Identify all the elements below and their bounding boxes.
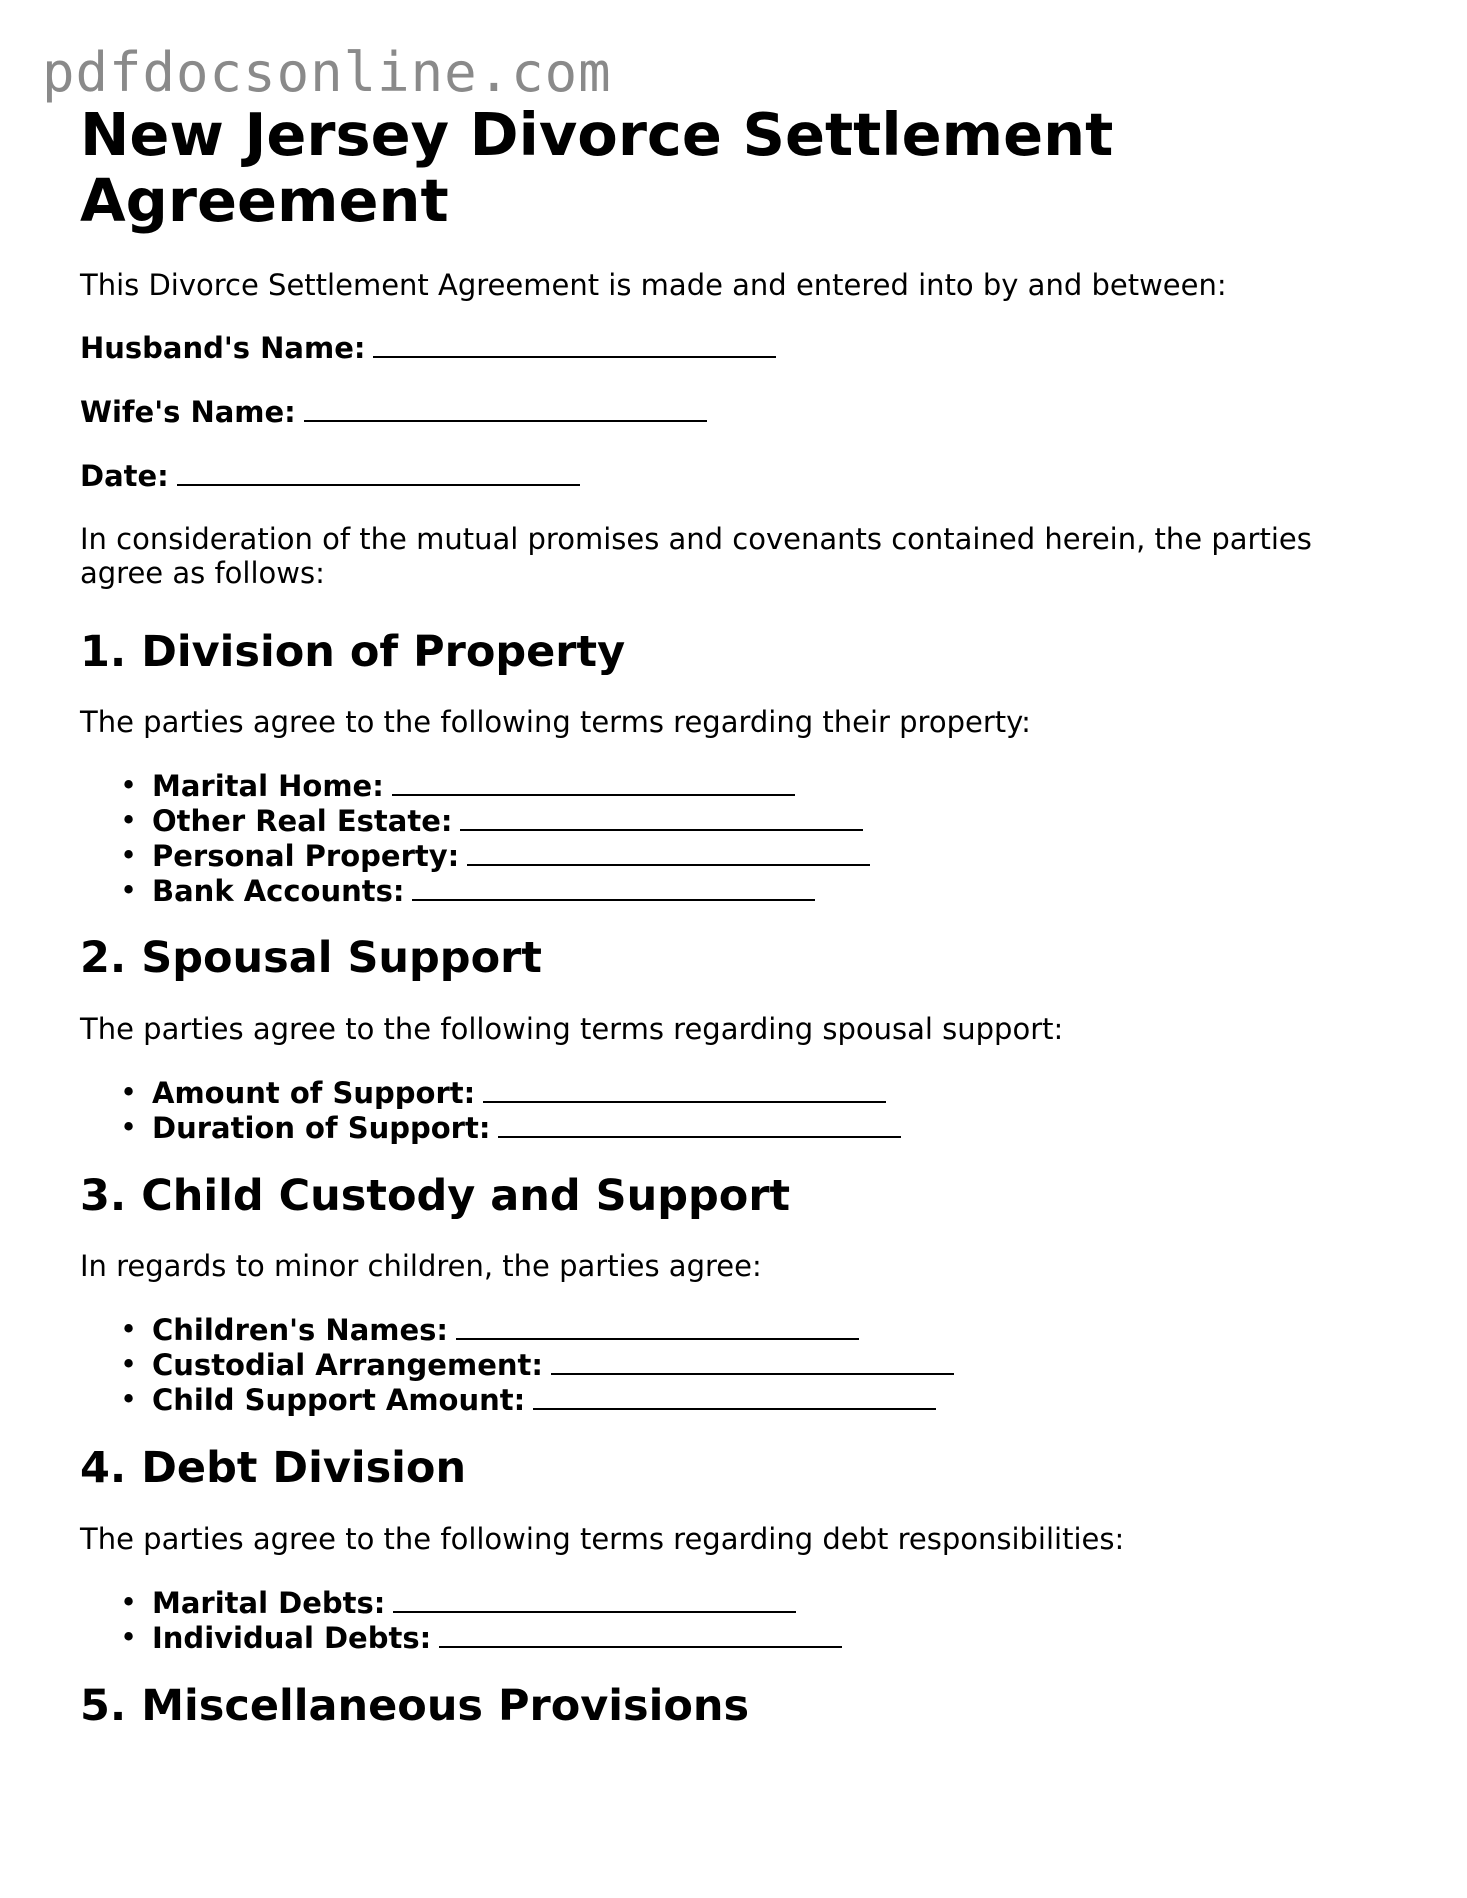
section-lead-child-custody: In regards to minor children, the parties agree: [80, 1249, 762, 1283]
term-blank[interactable] [393, 1585, 796, 1613]
term-label: Marital Home: [152, 769, 384, 803]
bullet-icon: • [120, 1347, 138, 1381]
term-label: Amount of Support: [152, 1076, 476, 1110]
term-label: Marital Debts: [152, 1586, 386, 1620]
list-item [80, 1110, 1400, 1145]
document-page [80, 102, 1400, 1731]
section-heading-spousal-support: 2. Spousal Support [80, 933, 542, 983]
bullet-icon: • [120, 803, 138, 837]
term-blank[interactable] [456, 1312, 859, 1340]
wife-name-field [80, 394, 1400, 429]
bullet-icon: • [120, 1312, 138, 1346]
list-item [80, 1312, 1400, 1347]
term-label: Duration of Support: [152, 1111, 491, 1145]
bullet-icon: • [120, 873, 138, 907]
wife-name-label: Wife's Name: [80, 395, 296, 429]
list-item [80, 1382, 1400, 1417]
term-label: Custodial Arrangement: [152, 1348, 543, 1382]
term-blank[interactable] [392, 768, 795, 796]
watermark: pdfdocsonline.com [42, 41, 612, 104]
term-blank[interactable] [460, 803, 863, 831]
term-label: Child Support Amount: [152, 1383, 526, 1417]
section-heading-property: 1. Division of Property [80, 627, 626, 677]
property-terms-list [80, 768, 1400, 908]
term-blank[interactable] [498, 1110, 901, 1138]
list-item [80, 1347, 1400, 1382]
term-blank[interactable] [533, 1382, 936, 1410]
bullet-icon: • [120, 1585, 138, 1619]
bullet-icon: • [120, 1620, 138, 1654]
list-item [80, 1585, 1400, 1620]
term-blank[interactable] [551, 1347, 954, 1375]
bullet-icon: • [120, 1075, 138, 1109]
husband-name-label: Husband's Name: [80, 331, 366, 365]
husband-name-field [80, 330, 1400, 365]
bullet-icon: • [120, 1110, 138, 1144]
wife-name-blank[interactable] [304, 394, 707, 422]
term-label: Individual Debts: [152, 1621, 432, 1655]
term-blank[interactable] [412, 873, 815, 901]
list-item [80, 803, 1400, 838]
list-item [80, 1075, 1400, 1110]
date-label: Date: [80, 459, 169, 493]
intro-text: This Divorce Settlement Agreement is made and entered into by and between: [80, 268, 1227, 302]
bullet-icon: • [120, 1382, 138, 1416]
list-item [80, 1620, 1400, 1655]
date-field [80, 458, 1400, 493]
list-item [80, 838, 1400, 873]
list-item [80, 768, 1400, 803]
section-heading-debt-division: 4. Debt Division [80, 1443, 467, 1493]
child-custody-terms-list [80, 1312, 1400, 1417]
husband-name-blank[interactable] [373, 330, 776, 358]
debt-division-terms-list [80, 1585, 1400, 1655]
section-heading-child-custody: 3. Child Custody and Support [80, 1171, 791, 1221]
term-label: Other Real Estate: [152, 804, 453, 838]
term-blank[interactable] [467, 838, 870, 866]
term-blank[interactable] [439, 1620, 842, 1648]
section-lead-debt-division: The parties agree to the following terms regarding debt responsibilities: [80, 1522, 1125, 1556]
term-blank[interactable] [483, 1075, 886, 1103]
document-title: New Jersey Divorce Settlement Agreement [80, 100, 1114, 235]
consideration-text: In consideration of the mutual promises and covenants contained herein, the parties agree as follows: [80, 522, 1312, 590]
term-label: Personal Property: [152, 839, 460, 873]
bullet-icon: • [120, 838, 138, 872]
spousal-support-terms-list [80, 1075, 1400, 1145]
date-blank[interactable] [177, 458, 580, 486]
term-label: Children's Names: [152, 1313, 449, 1347]
section-lead-property: The parties agree to the following terms regarding their property: [80, 705, 1031, 739]
bullet-icon: • [120, 768, 138, 802]
list-item [80, 873, 1400, 908]
term-label: Bank Accounts: [152, 874, 405, 908]
section-heading-miscellaneous: 5. Miscellaneous Provisions [80, 1681, 750, 1731]
section-lead-spousal-support: The parties agree to the following terms regarding spousal support: [80, 1012, 1064, 1046]
